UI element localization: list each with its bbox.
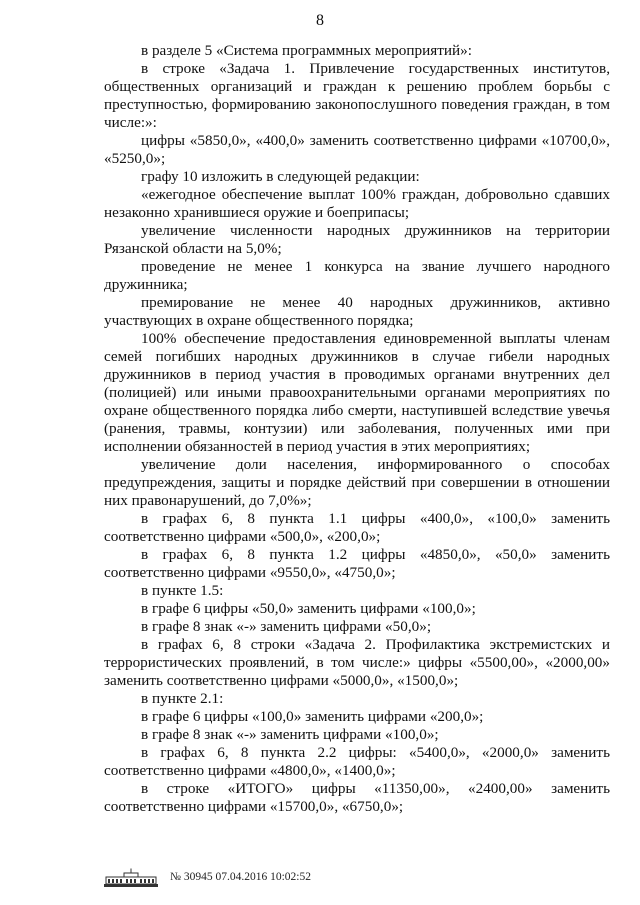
paragraph: в графах 6, 8 строки «Задача 2. Профилактика экстремистских и террористических проявлений, в том числе:» цифры «5500,00», «2000,00» заменить соответственно цифрами «5000,0», «1500,0»; [104, 636, 610, 689]
paragraph: в графе 6 цифры «100,0» заменить цифрами «200,0»; [141, 708, 484, 725]
document-body [104, 42, 610, 816]
footer [102, 868, 362, 890]
page-number: 8 [316, 12, 324, 29]
paragraph: в графах 6, 8 пункта 1.1 цифры «400,0», «100,0» заменить соответственно цифрами «500,0», «200,0»; [104, 510, 610, 545]
paragraph: 100% обеспечение предоставления единовременной выплаты членам семей погибших народных дружинников в случае гибели народных дружинников в период участия в проводимых органами внутренних дел (полицией) или иными правоохранительными органами мероприятиях по охране общественного порядка либо смерти, наступившей вследствие увечья (ранения, травмы, контузии) или заболевания, полученных ими при исполнении обязанностей в период участия в этих мероприятиях; [104, 330, 610, 455]
paragraph: в пункте 1.5: [141, 582, 224, 599]
paragraph: в пункте 2.1: [141, 690, 224, 707]
paragraph: в строке «ИТОГО» цифры «11350,00», «2400,00» заменить соответственно цифрами «15700,0», «6750,0»; [104, 780, 610, 815]
paragraph: в графе 8 знак «-» заменить цифрами «50,0»; [141, 618, 432, 635]
paragraph: графу 10 изложить в следующей редакции: [141, 168, 420, 185]
paragraph: в графе 6 цифры «50,0» заменить цифрами «100,0»; [141, 600, 476, 617]
paragraph: в графах 6, 8 пункта 2.2 цифры: «5400,0», «2000,0» заменить соответственно цифрами «4800,0», «1400,0»; [104, 744, 610, 779]
government-building-logo-icon [102, 868, 160, 888]
document-registration-number: № 30945 07.04.2016 10:02:52 [170, 871, 311, 883]
paragraph: в строке «Задача 1. Привлечение государственных институтов, общественных организаций и граждан к решению проблем борьбы с преступностью, формированию законопослушного поведения граждан, в том числе:»: [104, 60, 610, 131]
paragraph: в графе 8 знак «-» заменить цифрами «100,0»; [141, 726, 439, 743]
paragraph: цифры «5850,0», «400,0» заменить соответственно цифрами «10700,0», «5250,0»; [104, 132, 610, 167]
paragraph: увеличение доли населения, информированного о способах предупреждения, защиты и порядке действий при совершении в отношении них правонарушений, до 7,0%»; [104, 456, 610, 509]
paragraph: «ежегодное обеспечение выплат 100% граждан, добровольно сдавших незаконно хранившиеся оружие и боеприпасы; [104, 186, 610, 221]
paragraph: увеличение численности народных дружинников на территории Рязанской области на 5,0%; [104, 222, 610, 257]
paragraph: проведение не менее 1 конкурса на звание лучшего народного дружинника; [104, 258, 610, 293]
paragraph: премирование не менее 40 народных дружинников, активно участвующих в охране общественного порядка; [104, 294, 610, 329]
paragraph: в разделе 5 «Система программных мероприятий»: [141, 42, 472, 59]
paragraph: в графах 6, 8 пункта 1.2 цифры «4850,0», «50,0» заменить соответственно цифрами «9550,0», «4750,0»; [104, 546, 610, 581]
